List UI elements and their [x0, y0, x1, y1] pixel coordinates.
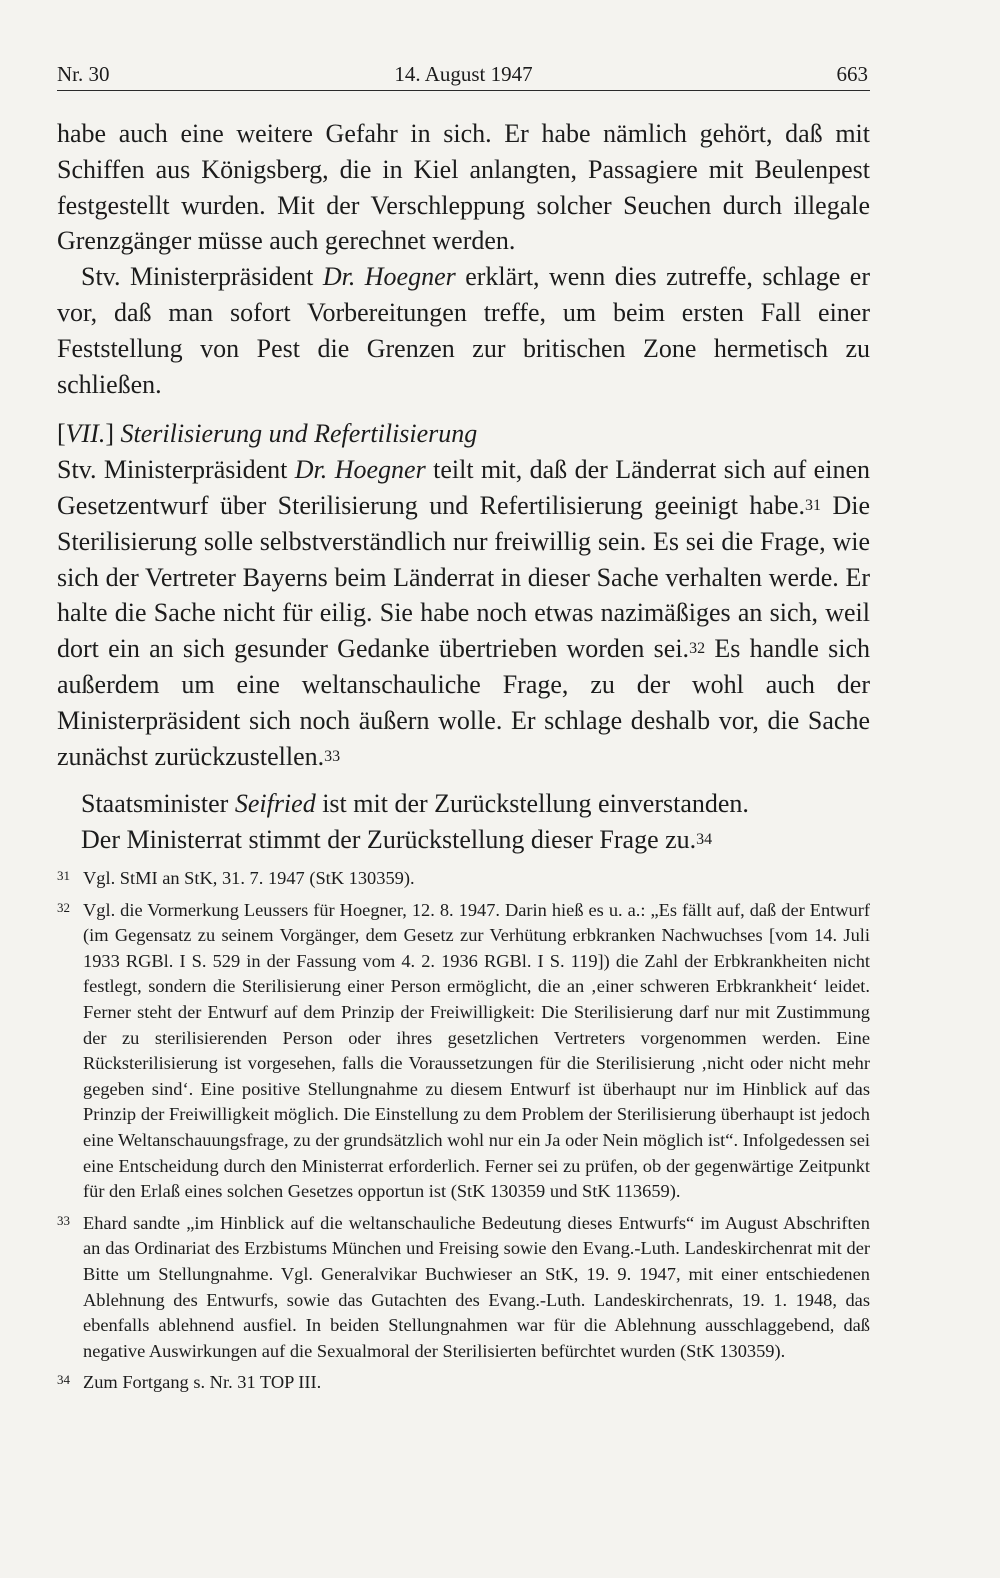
footnote-number: 33 — [57, 1212, 70, 1228]
footnote-number: 32 — [57, 899, 70, 915]
paragraph-continuation: habe auch eine weitere Gefahr in sich. Er habe nämlich gehört, daß mit Schiffen aus Königsberg, die in Kiel anlangten, Passagiere mit Beulenpest festgestellt wurden. Mit der Verschleppung solcher Seuchen durch illegale Grenzgänger müsse auch gerechnet werden. — [57, 119, 870, 256]
section-title: Sterilisierung und Refertilisierung — [120, 419, 478, 449]
main-text — [57, 116, 870, 858]
running-header — [57, 60, 870, 91]
footnote — [57, 866, 870, 892]
page-number: 663 — [836, 62, 868, 86]
paragraph-decision: Der Ministerrat stimmt der Zurückstellung dieser Frage zu.$^{34}$ — [81, 825, 713, 855]
footnotes — [57, 866, 870, 1402]
footnote-number: 31 — [57, 868, 70, 883]
document-number: Nr. 30 — [57, 62, 110, 86]
footnote-text: Zum Fortgang s. Nr. 31 TOP III. — [83, 1372, 322, 1393]
footnote — [57, 898, 870, 1205]
speaker-name: Seifried — [234, 789, 316, 819]
header-date: 14. August 1947 — [394, 62, 533, 86]
footnote-text: Vgl. StMI an StK, 31. 7. 1947 (StK 130359). — [83, 868, 415, 888]
footnote-ref-33[interactable]: 33 — [324, 747, 341, 765]
speaker-name: Dr. Hoegner — [322, 262, 456, 292]
section-heading: [VII.] Sterilisierung und Refertilisierung — [57, 419, 478, 449]
footnote-number: 34 — [57, 1372, 70, 1388]
footnote-ref-31[interactable]: 31 — [805, 496, 822, 514]
paragraph-hoegner-pest: Stv. Ministerpräsident Dr. Hoegner erklärt, wenn dies zutreffe, schlage er vor, daß man sofort Vorbereitungen treffe, um beim ersten Fall einer Feststellung von Pest die Grenzen zur britischen Zone hermetisch zu schließen. — [57, 262, 870, 399]
footnote-text: Ehard sandte „im Hinblick auf die weltanschauliche Bedeutung dieses Entwurfs“ im August Abschriften an das Ordinariat des Erzbistums München und Freising sowie den Evang.-Luth. Landeskirchenrat mit der Bitte um Stellungnahme. Vgl. Generalvikar Buchwieser an StK, 19. 9. 1947, mit einer entschiedenen Ablehnung des Entwurfs, sowie das Gutachten des Evang.-Luth. Landeskirchenrats, 19. 1. 1948, das ebenfalls ablehnend ausfiel. In beiden Stellungnahmen war für die Ablehnung ausschlaggebend, daß negative Auswirkungen auf die Sexualmoral der Sterilisierten befürchtet wurden (StK 130359). — [83, 1212, 870, 1361]
footnote-ref-34[interactable]: 34 — [696, 831, 713, 849]
footnote-text: Vgl. die Vormerkung Leussers für Hoegner, 12. 8. 1947. Darin hieß es u. a.: „Es fällt auf, daß der Entwurf (im Gegensatz zu seinem Vorgänger, dem Gesetz zur Verhütung erbkranken Nachwuchses [vom 14. Juli 1933 RGBl. I S. 529 in der Fassung vom 4. 2. 1936 RGBl. I S. 119]) die Zahl der Erbkrankheiten nicht festlegt, sondern die Sterilisierung einer Person ermöglicht, die an ‚einer schweren Erbkrankheit‘ leidet. Ferner steht der Entwurf auf dem Prinzip der Freiwilligkeit: Die Sterilisierung darf nur mit Zustimmung der zu sterilisierenden Person oder ihres gesetzlichen Vertreters vorgenommen werden. Eine Rücksterilisierung ist vorgesehen, falls die Voraussetzungen für die Sterilisierung ‚nicht oder nicht mehr gegeben sind‘. Eine positive Stellungnahme zu diesem Entwurf ist überhaupt nur im Hinblick auf das Prinzip der Freiwilligkeit möglich. Die Einstellung zu dem Problem der Sterilisierung überhaupt ist jedoch eine Weltanschauungsfrage, zu der grundsätzlich wohl nur ein Ja oder Nein möglich ist“. Infolgedessen sei eine Entscheidung durch den Ministerrat erforderlich. Ferner sei zu prüfen, ob der gegenwärtige Zeitpunkt für den Erlaß eines solchen Gesetzes opportun ist (StK 130359 und StK 113659). — [83, 899, 870, 1202]
footnote-ref-32[interactable]: 32 — [689, 640, 706, 658]
paragraph-seifried: Staatsminister Seifried ist mit der Zurückstellung einverstanden. — [81, 789, 749, 819]
speaker-name: Dr. Hoegner — [294, 455, 426, 485]
section-numeral: VII. — [65, 419, 106, 449]
footnote — [57, 1370, 870, 1396]
footnote — [57, 1211, 870, 1365]
paragraph-sterilisierung: Stv. Ministerpräsident Dr. Hoegner teilt mit, daß der Länderrat sich auf einen Gesetzentwurf über Sterilisierung und Refertilisierung geeinigt habe.$^{31}$ Die Sterilisierung solle selbstverständlich nur freiwillig sein. Es sei die Frage, wie sich der Vertreter Bayerns beim Länderrat in dieser Sache verhalten werde. Er halte die Sache nicht für eilig. Sie habe noch etwas nazimäßiges an sich, weil dort ein an sich gesunder Gedanke übertrieben worden sei.$^{32}$ Es handle sich außerdem um eine weltanschauliche Frage, zu der wohl auch der Ministerpräsident sich noch äußern wolle. Er schlage deshalb vor, die Sache zunächst zurückzustellen.$^{33}$ — [57, 455, 870, 771]
